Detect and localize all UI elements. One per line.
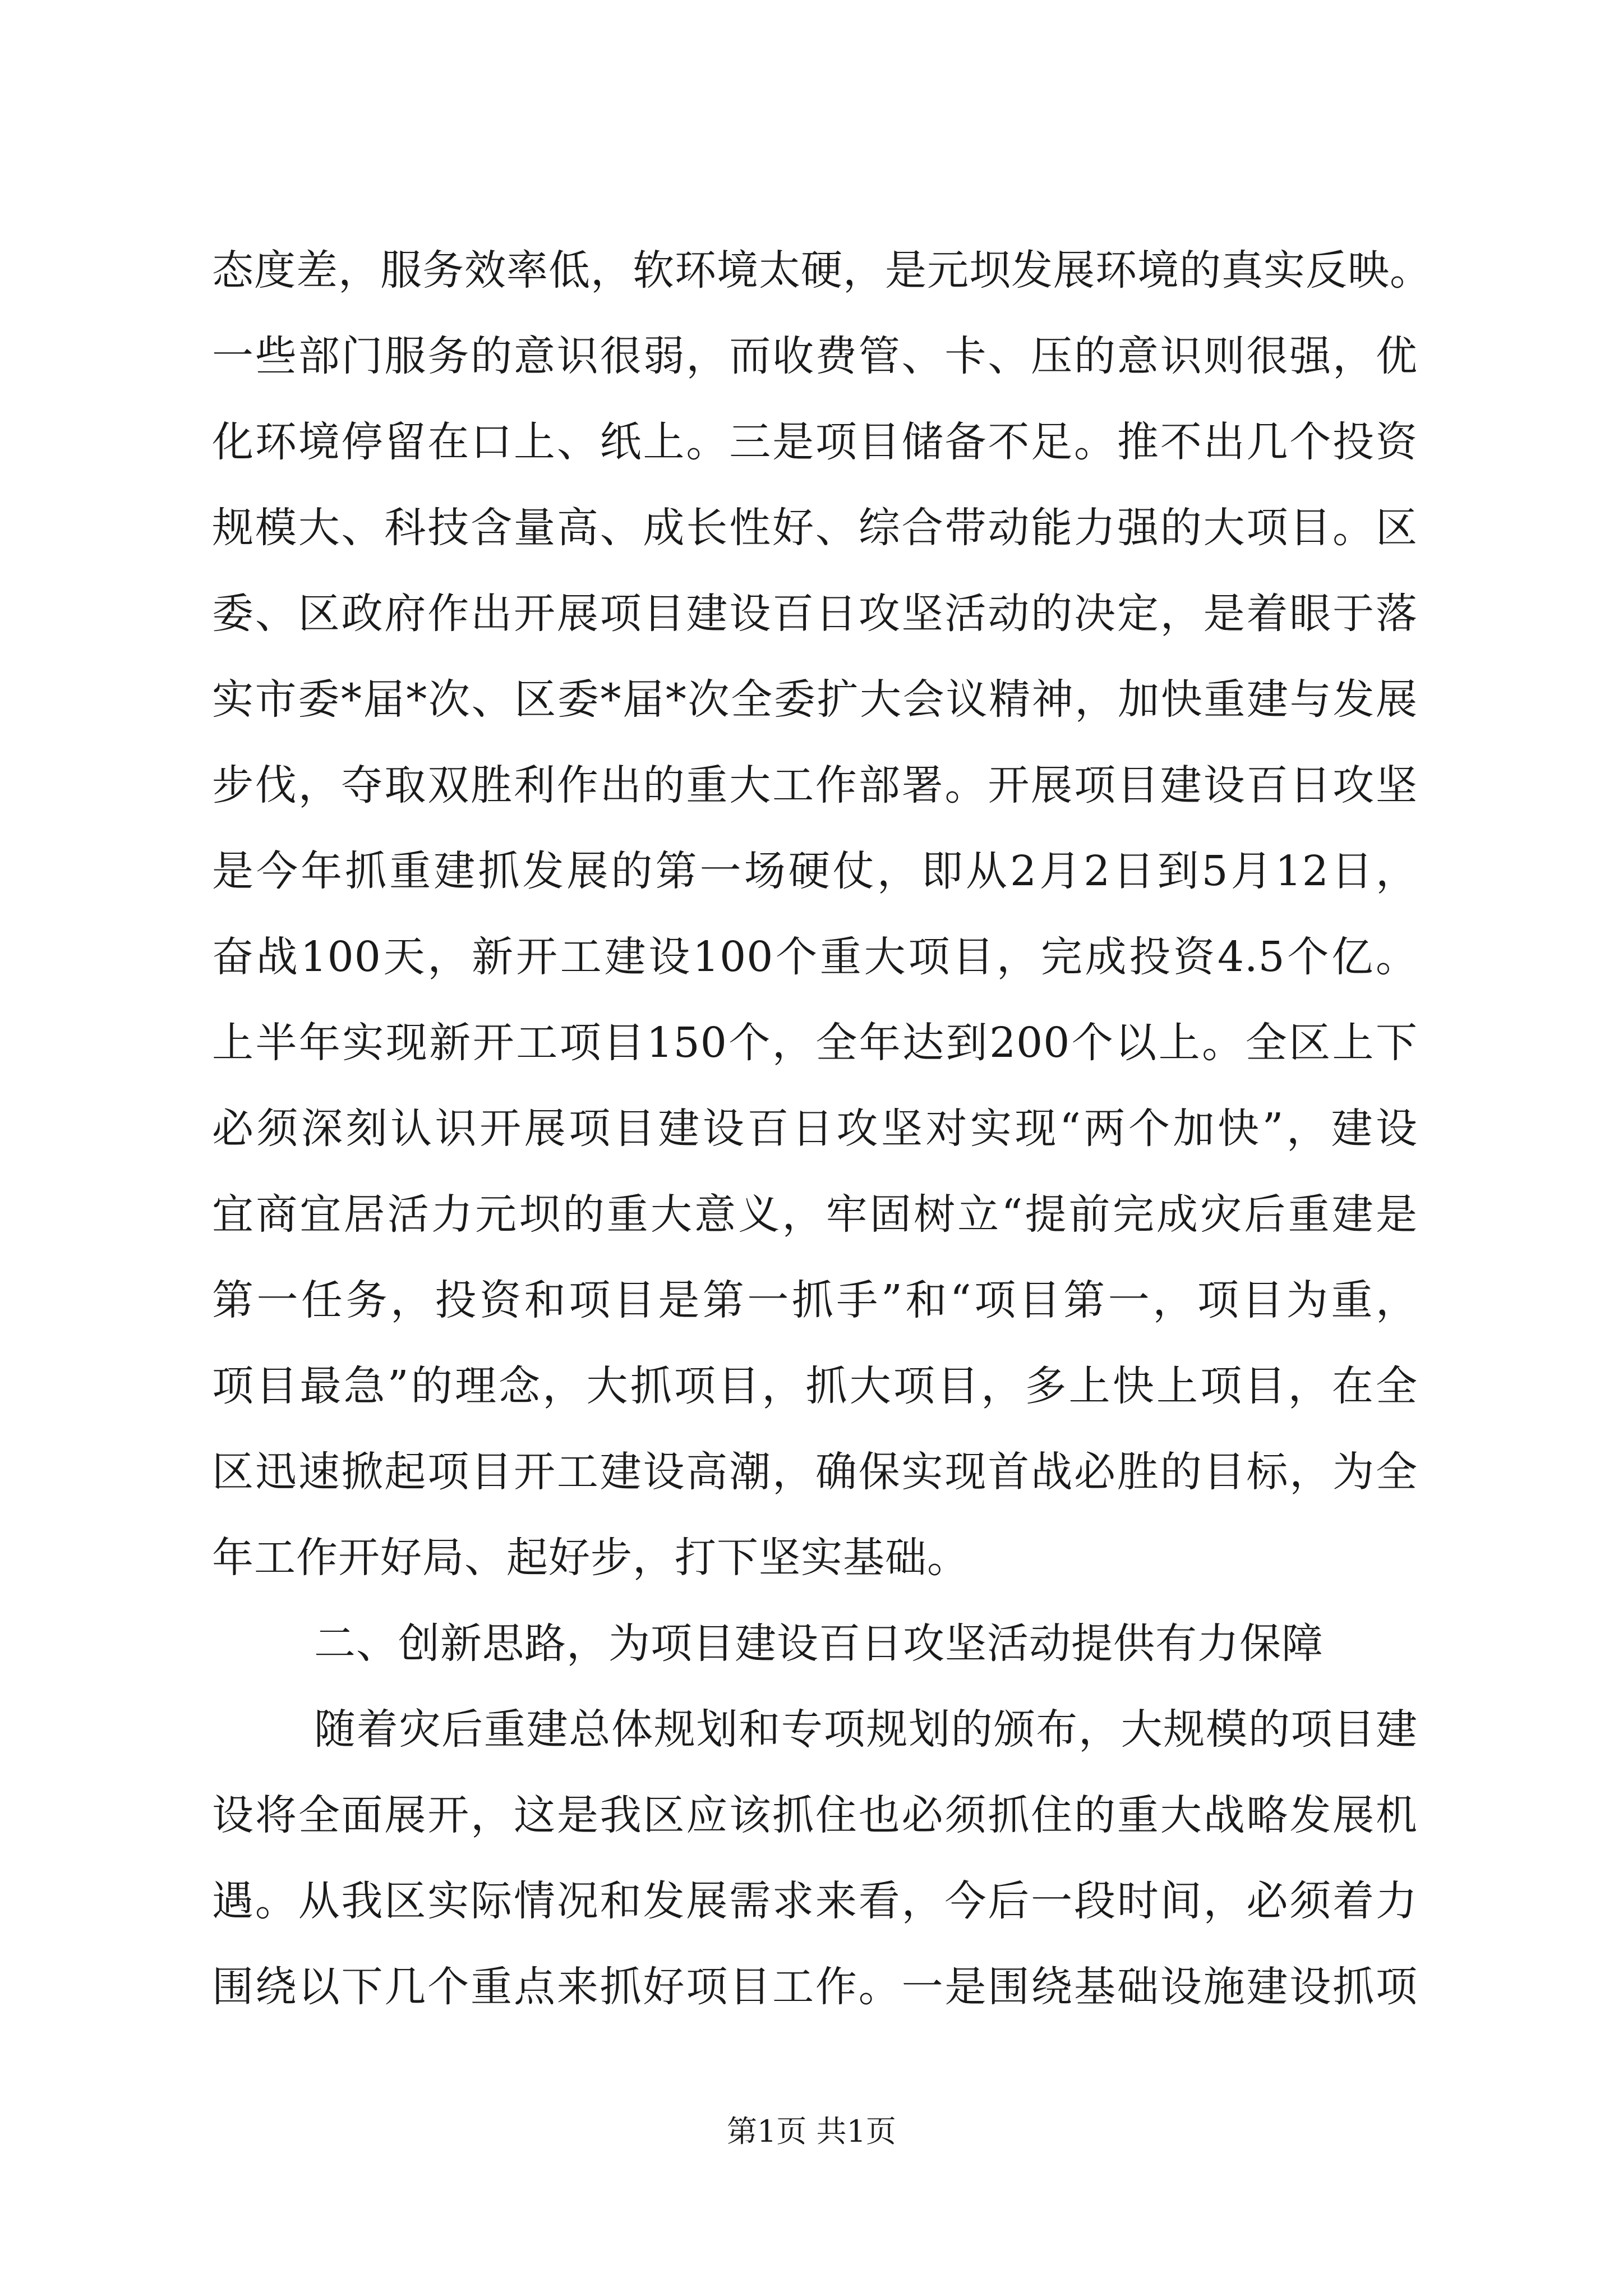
text-line: 上半年实现新开工项目150个，全年达到200个以上。全区上下 — [212, 1019, 1418, 1067]
paragraph-first-line: 随着灾后重建总体规划和专项规划的颁布，大规模的项目建 — [314, 1705, 1418, 1754]
text-line: 奋战100天，新开工建设100个重大项目，完成投资4.5个亿。 — [212, 933, 1418, 981]
text-line: 必须深刻认识开展项目建设百日攻坚对实现“两个加快”，建设 — [212, 1105, 1418, 1153]
text-line: 围绕以下几个重点来抓好项目工作。一是围绕基础设施建设抓项 — [212, 1963, 1418, 2011]
text-line: 委、区政府作出开展项目建设百日攻坚活动的决定，是着眼于落 — [212, 590, 1418, 638]
page-number-footer: 第1页 共1页 — [727, 2114, 896, 2149]
text-line: 遇。从我区实际情况和发展需求来看，今后一段时间，必须着力 — [212, 1877, 1418, 1925]
text-line: 设将全面展开，这是我区应该抓住也必须抓住的重大战略发展机 — [212, 1791, 1418, 1839]
text-line: 一些部门服务的意识很弱，而收费管、卡、压的意识则很强，优 — [212, 332, 1418, 380]
text-line: 态度差，服务效率低，软环境太硬，是元坝发展环境的真实反映。 — [212, 246, 1432, 295]
paragraph-last-line: 年工作开好局、起好步，打下坚实基础。 — [212, 1534, 969, 1582]
text-line: 宜商宜居活力元坝的重大意义，牢固树立“提前完成灾后重建是 — [212, 1190, 1418, 1239]
text-line: 第一任务，投资和项目是第一抓手”和“项目第一，项目为重， — [212, 1276, 1418, 1324]
text-line: 项目最急”的理念，大抓项目，抓大项目，多上快上项目，在全 — [212, 1362, 1418, 1410]
section-heading: 二、创新思路，为项目建设百日攻坚活动提供有力保障 — [314, 1619, 1324, 1668]
text-line: 规模大、科技含量高、成长性好、综合带动能力强的大项目。区 — [212, 504, 1418, 552]
text-line: 是今年抓重建抓发展的第一场硬仗，即从2月2日到5月12日， — [212, 847, 1418, 895]
text-line: 化环境停留在口上、纸上。三是项目储备不足。推不出几个投资 — [212, 418, 1418, 466]
text-line: 区迅速掀起项目开工建设高潮，确保实现首战必胜的目标，为全 — [212, 1448, 1418, 1496]
text-line: 实市委*届*次、区委*届*次全委扩大会议精神，加快重建与发展 — [212, 675, 1418, 724]
text-line: 步伐，夺取双胜利作出的重大工作部署。开展项目建设百日攻坚 — [212, 761, 1418, 809]
